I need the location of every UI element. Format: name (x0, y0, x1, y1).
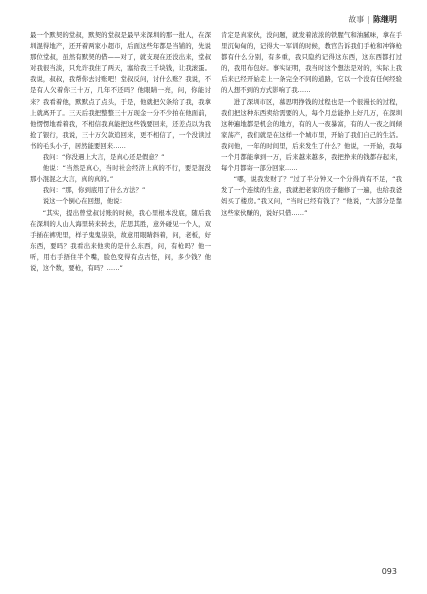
paragraph: 我问：“你没遇上大言，是真心还是假意？” (42, 153, 165, 162)
paragraph: “其实，提出曾堂叔讨账的时候，我心里根本没底，随后我在深圳的人山人海里转来转去，茫思其胜，意外碰见一个人，双手插在裤兜里，样子鬼鬼祟祟，故意用眼睛斜着，问，老板，好东西，要吗？我看出来他卖的是什么东西，问，有枪吗？他一听，用右手捂住半个嘴，脸色变得有点古怪，问，多少钱？他说，这个数，要枪，有吗？……” (30, 208, 211, 272)
header-section: 故事 (348, 15, 365, 24)
paragraph: 最一个默契的堂叔，默契的堂叔是最早来深圳的那一批人，在深圳混得地产，还开着两家小超市，后面这些年都是当铺的，先说那位堂叔，虽然有默契的借——对了，就支现在还没出来，堂叔对我很当淡，只允许我住了两天，塞给我三千块钱，让我滚蛋。我说，叔叔，我帮你去讨账吧！堂叔反问，讨什么账？我说，不是有人欠着你三十万，几年不还吗？他眼睛一亮，问，你能讨来？我看着他，默默点了点头，于是，他就把欠条给了我，我拿上就离开了。三天后我把整整三十万现金一分不少拍在他面前，他愣愣地看着我，不相信我真能把这些钱要回来，还差点以为我抢了银行，我说，三十万欠款追回来，更不相信了，一个没读过书的毛头小子，居然能要回来…… (30, 31, 211, 150)
paragraph: 我问：“那，你到底用了什么方法？” (42, 186, 146, 195)
page-number: 093 (381, 567, 397, 576)
right-column (221, 30, 402, 560)
paragraph: 进了深圳市区，慕思明挣钱的过程也是一个很漫长的过程，我们把这种东西卖给需要的人，每个月总能挣上好几万，在深圳这种遍地都是机会的地方，有的人一夜暴富，有的人一夜之间倾家荡产，我们就是在这样一个城市里，开始了我们自己的生活。我问他，一年的时间里，后来发生了什么？他说，一开始，我每一个月都能拿到一万，后来越来越多，我把挣来的钱都存起来，每个月都寄一部分回家…… (221, 97, 402, 173)
paragraph: 肯定是真家伙，没问题，就发着浓浓的铁腥气和油腻味，拿在手里沉甸甸的，记得大一军训的时候，教官告诉我们手枪和冲锋枪都有什么分别，有多重，我只隐约记得这东西，这东西都打过的，我用布包好。事实证明，我当时这个想法是对的，实际上我后来已经开始走上一条完全不同的道路，它以一个没有任何经验的人想不到的方式影响了我…… (221, 31, 402, 95)
article-body (30, 30, 402, 560)
header-author: 陈继明 (373, 15, 397, 24)
paragraph: 说这一个倒心在回想，他说： (42, 197, 126, 206)
paragraph: “哪，说我发财了？”过了半分钟又一个分得尚有不足，“我发了一个连续的生意，我就把老家的房子翻修了一遍，也给我爸妈买了楼房。”我又问，“当时已经有钱了？”他说，“大部分是靠这些家伙赚的，说好只借……” (221, 175, 402, 217)
running-header (348, 14, 397, 25)
header-separator: | (367, 15, 370, 24)
left-column (30, 30, 211, 560)
paragraph: 他说：“当然是真心，当时社会经济上真的不行，要是混没那小混混之大言，真的真的。” (30, 164, 211, 184)
